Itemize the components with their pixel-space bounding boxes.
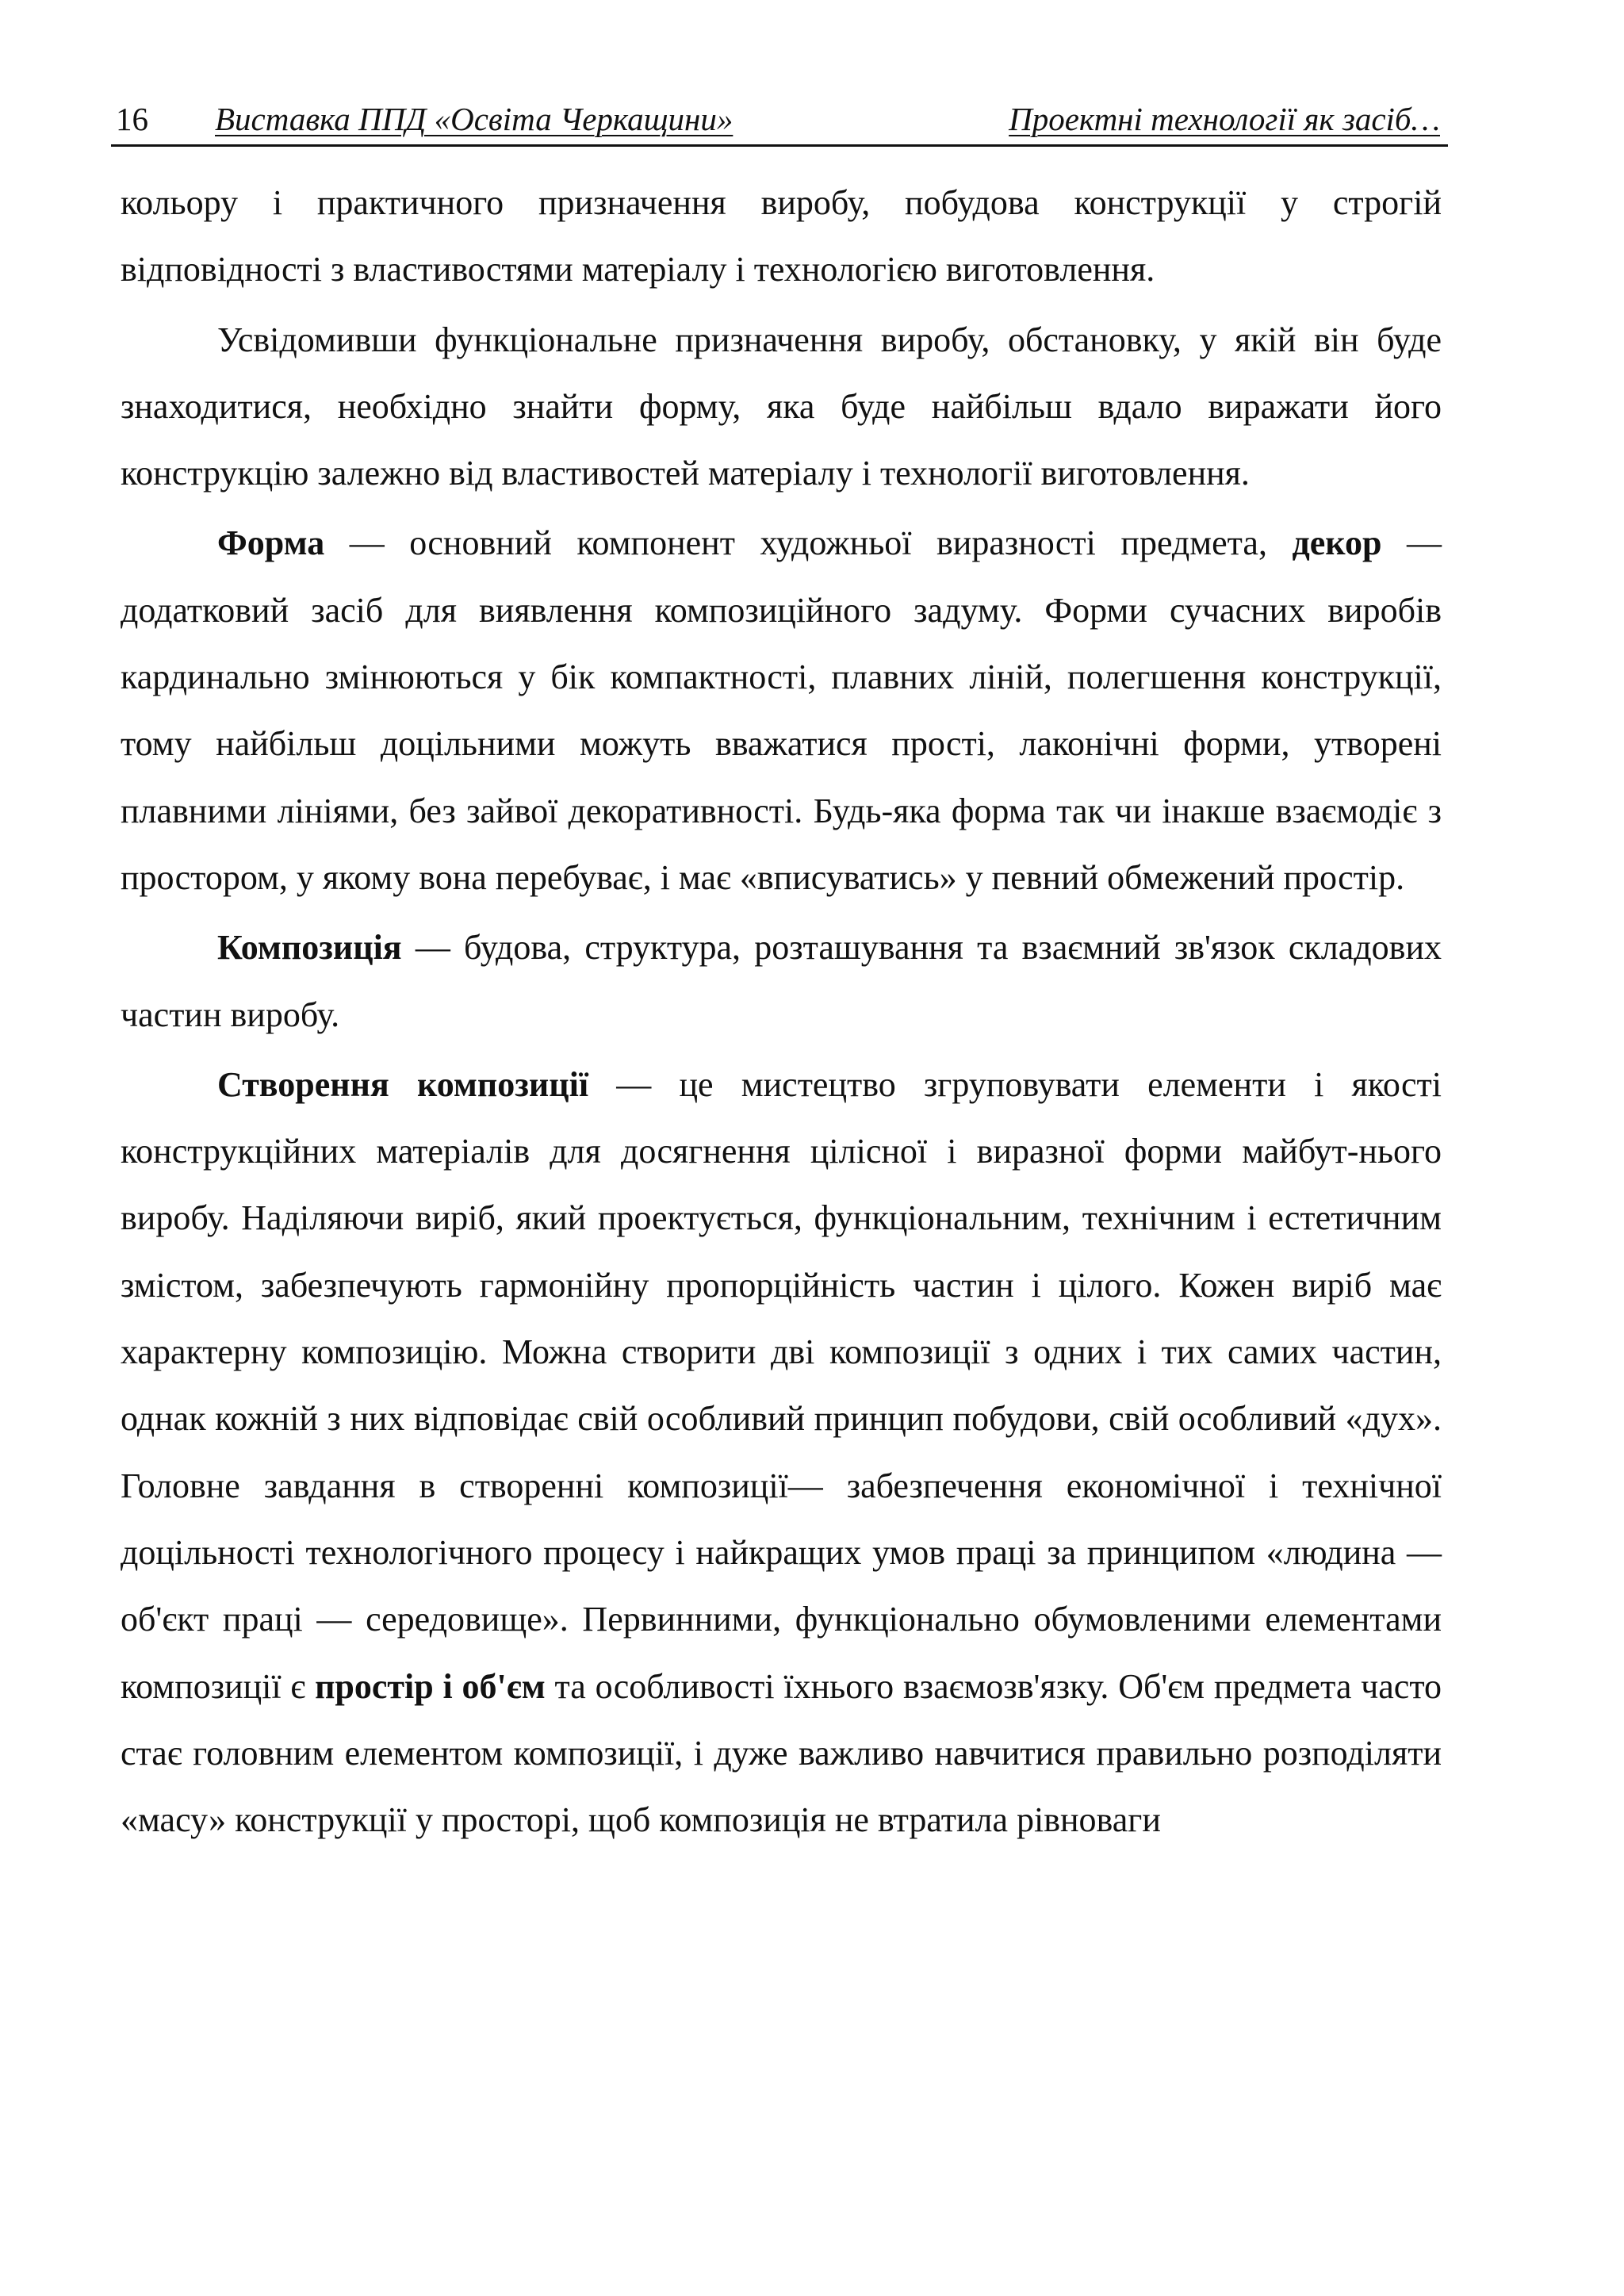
header-publication-title: Виставка ППД «Освіта Черкащини» bbox=[215, 101, 733, 137]
paragraph-form bbox=[121, 510, 1442, 911]
paragraph-2-text: Усвідомивши функціональне призначення виробу, обстановку, у якій він буде знаходитися, необхідно знайти форму, яка буде найбільш вдало виражати його конструкцію залежно від властивостей матеріалу і технології виготовлення. bbox=[121, 320, 1442, 493]
term-composition: Композиція bbox=[217, 928, 402, 968]
header-article-title: Проектні технології як засіб… bbox=[1009, 101, 1440, 137]
running-header bbox=[111, 94, 1448, 147]
paragraph-creating-composition-text-2: та особливості їхнього взаємозв'язку. Об'єм предмета часто стає головним елементом композиції, і дуже важливо навчитися правильно розподіляти «масу» конструкції у просторі, щоб композиція не втратила рівноваги bbox=[121, 1666, 1442, 1840]
body-text bbox=[121, 170, 1442, 1853]
page-number: 16 bbox=[116, 101, 148, 137]
term-decor: декор bbox=[1292, 523, 1382, 563]
paragraph-2 bbox=[121, 307, 1442, 508]
paragraph-composition bbox=[121, 914, 1442, 1048]
paragraph-creating-composition-text-1: — це мистецтво згруповувати елементи і якості конструкційних матеріалів для досягнення цілісної і виразної форми майбут-нього виробу. Наділяючи виріб, який проектується, функціональним, технічним і естетичним змістом, забезпечують гармонійну пропорційність частин і цілого. Кожен виріб має характерну композицію. Можна створити дві композиції з одних і тих самих частин, однак кожній з них відповідає свій особливий принцип побудови, свій особливий «дух». Головне завдання в створенні композиції— забезпечення економічної і технічної доцільності технологічного процесу і найкращих умов праці за принципом «людина — об'єкт праці — середовище». Первинними, функціонально обумовленими елементами композиції є bbox=[121, 1064, 1442, 1706]
paragraph-form-text-1: — основний компонент художньої виразності предмета, bbox=[324, 523, 1293, 563]
paragraph-form-text-2: — додатковий засіб для виявлення композиційного задуму. Форми сучасних виробів кардинально змінюються у бік компактності, плавних ліній, полегшення конструкції, тому найбільш доцільними можуть вважатися прості, лаконічні форми, утворені плавними лініями, без зайвої декоративності. Будь-яка форма так чи інакше взаємодіє з простором, у якому вона перебуває, і має «вписуватись» у певний обмежений простір. bbox=[121, 523, 1442, 897]
paragraph-1 bbox=[121, 170, 1442, 304]
term-creating-composition: Створення композиції bbox=[217, 1064, 589, 1104]
paragraph-creating-composition bbox=[121, 1052, 1442, 1854]
term-space-volume: простір і об'єм bbox=[315, 1666, 546, 1706]
term-form: Форма bbox=[217, 523, 325, 563]
paragraph-1-text: кольору і практичного призначення виробу, побудова конструкції у строгій відповідності з властивостями матеріалу і технологією виготовлення. bbox=[121, 183, 1442, 289]
paragraph-composition-text: — будова, структура, розташування та взаємний зв'язок складових частин виробу. bbox=[121, 928, 1442, 1034]
